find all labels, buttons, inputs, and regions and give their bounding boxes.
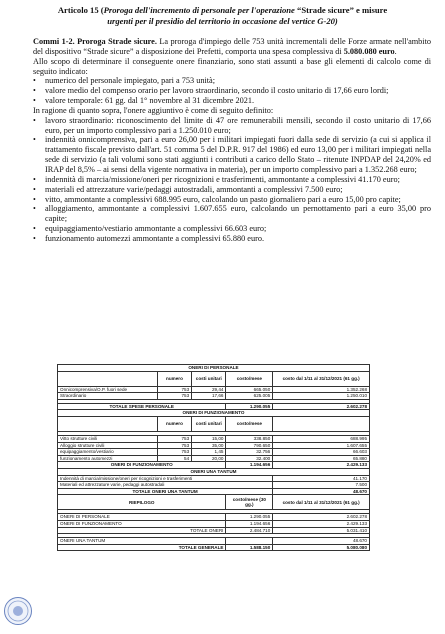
row-label: ONERI DI FUNZIONAMENTO [58, 520, 226, 527]
cell-mese: 1.290.055 [226, 514, 273, 521]
title-proroga: Proroga [103, 5, 133, 15]
cell-mese: 338.850 [226, 435, 273, 442]
total-tot: 5.080.080 [273, 544, 370, 551]
col-costi-unitari: costi unitari [192, 371, 226, 386]
row-label: Materiali ed attrezzature varie, pedaggi autostradali [58, 482, 273, 489]
comma-text: La proroga d'impiego delle 753 unità incrementali delle Forze armate nell'ambito del dispositivo “Strade sicure” a disposizione dei Prefetti, comporta una spesa complessiva di [33, 37, 432, 56]
total-row [58, 488, 370, 495]
table-row [58, 520, 370, 527]
list-item: • equipaggiamento/vestiario ammontante a complessivi 66.603 euro; [33, 224, 431, 234]
cell-numero: 753 [157, 442, 191, 449]
cell-mese: 665.050 [226, 386, 273, 393]
cell-mese: 790.650 [226, 442, 273, 449]
table-row [58, 514, 370, 521]
section-una-tantum: ONERI UNA TANTUM [58, 468, 370, 475]
row-label: ONERI UNA TANTUM [58, 538, 226, 545]
cell-mese: 625.005 [226, 393, 273, 400]
col-numero: numero [157, 416, 191, 431]
oneri-table [57, 364, 370, 551]
article-body [33, 37, 431, 244]
table-row [58, 475, 370, 482]
total-label: ONERI DI FUNZIONAMENTO [58, 462, 226, 469]
cell-tot: 66.603 [273, 449, 370, 456]
cell-unit: 17,66 [192, 393, 226, 400]
list-item: • vitto, ammontante a complessivi 688.995 euro, calcolando un pasto giornaliero pari a euro 15,00 pro capite; [33, 195, 431, 205]
total-tot: 48.670 [273, 488, 370, 495]
total-row [58, 544, 370, 551]
cell-unit: 20,00 [192, 455, 226, 462]
title-prefix: Articolo 15 ( [57, 5, 104, 15]
cell-tot: 2.602.278 [273, 514, 370, 521]
cell-unit: 15,00 [192, 435, 226, 442]
col-costo-61: costo dal 1/11 al 31/12/2021 (61 gg.) [273, 495, 370, 510]
table-row [58, 449, 370, 456]
total-row [58, 403, 370, 410]
list-item: • materiali ed attrezzature varie/pedaggi autostradali, ammontanti a complessivi 7.500 euro; [33, 185, 431, 195]
total-tot: 2.429.133 [273, 462, 370, 469]
col-costo-mese: costo/mese [226, 371, 273, 386]
col-costo-61: costo dal 1/11 al 31/12/2021 (61 gg.) [273, 371, 370, 386]
total-mese: 1.588.150 [226, 544, 273, 551]
calc-elements-list [33, 76, 431, 106]
total-row [58, 462, 370, 469]
list-item: • numerico del personale impiegato, pari a 753 unità; [33, 76, 431, 86]
total-label: TOTALE ONERI UNA TANTUM [58, 488, 273, 495]
list-item: • funzionamento automezzi ammontante a complessivi 65.880 euro. [33, 234, 431, 244]
cell-unit: 29,44 [192, 386, 226, 393]
cell-tot: 1.250.010 [273, 393, 370, 400]
table-row [58, 393, 370, 400]
total-mese: 1.194.656 [226, 462, 273, 469]
row-label: equipaggiamento/vestiario [58, 449, 158, 456]
row-label: funzionamento automezzi [58, 455, 158, 462]
comma-paragraph: Commi 1-2. Proroga Strade sicure. La proroga d'impiego delle 753 unità incrementali delle Forze armate nell'ambito del dispositivo “Strade sicure” a disposizione dei Prefetti, comporta una spesa complessiva di 5.080.080 euro. [33, 37, 432, 56]
total-tot: 5.031.410 [273, 527, 370, 534]
list-item: • alloggiamento, ammontante a complessivi 1.607.655 euro, calcolando un pernottamento pari a euro 35,00 pro capite; [33, 204, 431, 224]
total-label: TOTALE SPESE PERSONALE [58, 403, 226, 410]
cell-numero: 753 [157, 435, 191, 442]
seal-icon [3, 596, 33, 626]
cell-mese: 32.400 [226, 455, 273, 462]
row-label: ONERI DI PERSONALE [58, 514, 226, 521]
row-label: Alloggio strutture civili [58, 442, 158, 449]
total-label: TOTALE GENERALE [58, 544, 226, 551]
oneri-list [33, 116, 431, 244]
table-row [58, 538, 370, 545]
cell-unit: 35,00 [192, 442, 226, 449]
cell-unit: 1,45 [192, 449, 226, 456]
list-item: • valore medio del compenso orario per lavoro straordinario, secondo il costo unitario di 17,66 euro lordi; [33, 86, 431, 96]
table-row [58, 386, 370, 393]
row-label: Onnicomprensiva/O.P. fuori sede [58, 386, 158, 393]
cell-tot: 48.670 [273, 538, 370, 545]
cell-tot: 65.880 [273, 455, 370, 462]
col-costi-unitari: costi unitari [192, 416, 226, 431]
section-personale: ONERI DI PERSONALE [58, 365, 370, 372]
comma-amount: 5.080.080 euro [343, 46, 395, 56]
col-costo-30: costo/mese (30 gg.) [226, 495, 273, 510]
cell-tot: 1.352.268 [273, 386, 370, 393]
total-label: TOTALE ONERI [58, 527, 226, 534]
table-row [58, 455, 370, 462]
list-item: • lavoro straordinario: riconoscimento del limite di 47 ore remunerabili mensili, secondo il costo unitario di 17,66 euro, per un importo complessivo pari a 1.250.010 euro; [33, 116, 431, 136]
title-italic-2: urgenti per il presidio del territorio in occasione del vertice G-20) [107, 15, 338, 26]
total-mese: 1.290.055 [226, 403, 273, 410]
section-funzionamento: ONERI DI FUNZIONAMENTO [58, 410, 370, 417]
total-mese: 2.484.710 [226, 527, 273, 534]
title-quote: “Strade sicure” e misure [297, 5, 388, 15]
row-label: Straordinario [58, 393, 158, 400]
cell-tot: 41.170 [273, 475, 370, 482]
cell-numero: 753 [157, 393, 191, 400]
cell-mese: 1.194.656 [226, 520, 273, 527]
list-item: • indennità onnicomprensiva, pari a euro 26,00 per i militari impiegati fuori dalla sede di servizio (a cui si applica il trattamento fiscale previsto dall'art. 51 comma 5 del D.P.R. 917 del 1986) ed euro 13,00 per i militari impiegati nella sede di servizio (a tali volumi sono stati aggiunti i contributi a carico dello Stato – ritenute INPDAP del 24,20% ed IRAP del 8,5% – ai sensi della vigente normativa in materia), per un importo complessivo pari a 1.352.268 euro; [33, 135, 431, 174]
calc-intro: Allo scopo di determinare il conseguente onere finanziario, sono stati assunti a base gli elementi di calcolo come di seguito indicato: [33, 56, 431, 76]
table-row [58, 435, 370, 442]
list-item: • indennità di marcia/missione/oneri per ricognizioni e trasferimenti, ammontante a complessivi 41.170 euro; [33, 175, 431, 185]
cell-numero: 753 [157, 386, 191, 393]
title-italic-1: dell'incremento di personale per l'operazione [132, 5, 298, 15]
col-numero: numero [157, 371, 191, 386]
row-label: Vitto strutture civili [58, 435, 158, 442]
cell-numero: 54 [157, 455, 191, 462]
table-row [58, 482, 370, 489]
list-item: • valore temporale: 61 gg. dal 1° novembre al 31 dicembre 2021. [33, 96, 431, 106]
comma-heading: Commi 1-2. Proroga Strade sicure. [33, 37, 157, 46]
cell-tot: 1.607.655 [273, 442, 370, 449]
riepilogo-label: RIEPILOGO [58, 495, 226, 510]
total-row [58, 527, 370, 534]
total-tot: 2.602.278 [273, 403, 370, 410]
cell-tot: 7.500 [273, 482, 370, 489]
oneri-intro: In ragione di quanto sopra, l'onere aggiuntivo è come di seguito definito: [33, 105, 274, 115]
row-label: Indennità di marcia/missione/oneri per ricognizioni e trasferimenti [58, 475, 273, 482]
cell-mese: 32.756 [226, 449, 273, 456]
article-title [12, 5, 433, 26]
cell-tot: 688.995 [273, 435, 370, 442]
col-costo-mese: costo/mese [226, 416, 273, 431]
table-row [58, 442, 370, 449]
cell-numero: 753 [157, 449, 191, 456]
cell-tot: 2.429.133 [273, 520, 370, 527]
